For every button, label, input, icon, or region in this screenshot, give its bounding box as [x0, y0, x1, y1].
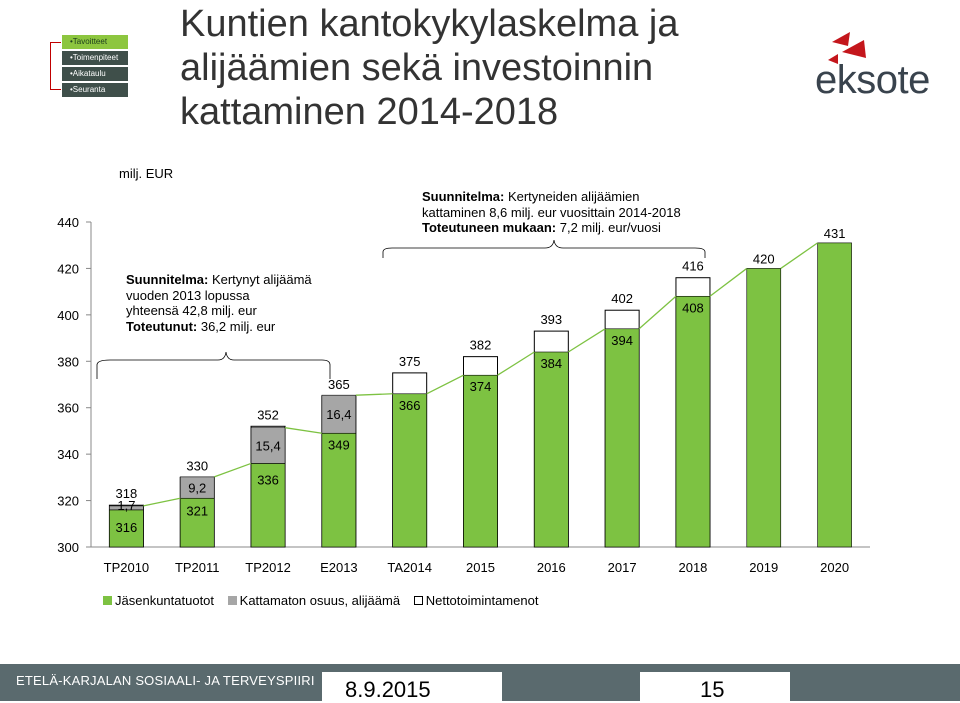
x-tick-label: TP2011: [174, 560, 220, 575]
label-gray-value: 9,2: [188, 480, 207, 496]
connector-line: [781, 243, 818, 269]
connector-line: [356, 394, 393, 395]
legend-swatch-outline: [414, 596, 423, 605]
note-right-bold-3: Toteutuneen mukaan:: [422, 220, 557, 235]
y-tick-label: 360: [57, 400, 79, 416]
connector-line: [568, 329, 605, 352]
label-green-value: 321: [186, 503, 209, 519]
note-right: [422, 189, 681, 236]
note-right-line-3: 7,2 milj. eur/vuosi: [556, 220, 661, 235]
note-left: [126, 272, 312, 334]
title-line-3: kattaminen 2014-2018: [180, 91, 559, 133]
title-line-2: alijäämien sekä investoinnin: [180, 47, 654, 89]
connector-line: [639, 296, 676, 329]
nav-item-tavoitteet: •Tavoitteet: [62, 35, 128, 49]
left-brace: [97, 352, 330, 379]
connector-line: [143, 498, 180, 506]
label-total-value: 365: [328, 377, 350, 393]
label-green-value: 408: [682, 300, 704, 316]
label-gray-value: 1,7: [117, 497, 136, 513]
label-green-value: 374: [469, 379, 492, 395]
legend-label-green: Jäsenkuntatuotot: [115, 593, 215, 608]
y-tick-label: 300: [57, 540, 79, 555]
label-total-value: 416: [682, 258, 704, 274]
note-right-bold-1: Suunnitelma:: [422, 189, 505, 204]
x-tick-label: 2016: [536, 560, 566, 575]
x-tick-label: E2013: [320, 560, 358, 575]
bar-green: [605, 329, 639, 547]
label-green-value: 366: [398, 397, 421, 413]
x-tick-label: 2017: [607, 560, 637, 575]
title-line-1: Kuntien kantokykylaskelma ja: [180, 3, 679, 45]
y-tick-label: 440: [57, 215, 79, 230]
label-total-value: 330: [186, 458, 209, 474]
y-tick-label: 380: [57, 354, 79, 370]
x-tick-label: 2015: [466, 560, 495, 575]
note-left-line-4: 36,2 milj. eur: [197, 318, 276, 334]
y-tick-label: 340: [57, 447, 79, 463]
label-green-value: 431: [823, 225, 846, 241]
connector-line: [710, 268, 747, 296]
legend: [103, 593, 548, 608]
x-tick-label: 2019: [749, 560, 779, 575]
x-tick-label: TP2010: [103, 560, 150, 575]
legend-item-gray: [228, 593, 400, 608]
x-tick-label: 2018: [678, 560, 708, 575]
note-right-line-2: kattaminen 8,6 milj. eur vuosittain 2014-2018: [422, 204, 681, 220]
label-total-value: 352: [257, 407, 279, 423]
footer-page: 15: [700, 677, 725, 702]
note-left-bold-1: Suunnitelma:: [126, 272, 209, 287]
note-left-bold-4: Toteutunut:: [126, 318, 198, 334]
legend-item-green: [103, 593, 214, 608]
label-green-value: 394: [611, 332, 633, 348]
legend-item-outline: [414, 593, 539, 608]
label-green-value: 384: [540, 356, 563, 371]
bar-green: [534, 352, 568, 547]
nav-item-aikataulu: •Aikataulu: [62, 67, 128, 81]
y-tick-label: 320: [57, 493, 79, 509]
x-tick-label: TP2012: [245, 560, 291, 575]
legend-swatch-green: [103, 596, 112, 605]
bar-green: [747, 268, 781, 547]
nav-item-seuranta: •Seuranta: [62, 83, 128, 97]
legend-swatch-gray: [228, 596, 237, 605]
y-tick-label: 400: [57, 307, 79, 323]
label-total-value: 375: [398, 353, 421, 369]
footer-org: ETELÄ-KARJALAN SOSIAALI- JA TERVEYSPIIRI: [16, 673, 315, 688]
x-tick-label: TA2014: [387, 560, 432, 575]
label-gray-value: 15,4: [255, 438, 281, 454]
note-left-line-2: vuoden 2013 lopussa: [126, 287, 250, 303]
connector-line: [285, 428, 322, 434]
bar-green: [393, 394, 427, 547]
bar-green: [676, 296, 710, 547]
label-green-value: 349: [328, 437, 350, 453]
label-total-value: 393: [540, 312, 563, 328]
note-left-line-3: yhteensä 42,8 milj. eur: [126, 303, 257, 318]
connector-line: [214, 463, 251, 476]
x-tick-label: 2020: [820, 560, 850, 575]
unit-label: milj. EUR: [119, 166, 174, 181]
footer-date: 8.9.2015: [345, 677, 431, 702]
label-gray-value: 16,4: [326, 407, 352, 423]
label-green-value: 316: [115, 519, 138, 535]
label-green-value: 336: [257, 472, 279, 488]
label-green-value: 420: [752, 251, 775, 267]
label-total-value: 318: [115, 486, 138, 502]
y-tick-label: 420: [57, 261, 79, 277]
note-right-line-1: Kertyneiden alijäämien: [504, 189, 640, 204]
label-total-value: 402: [611, 291, 633, 307]
bar-green: [464, 375, 498, 547]
logo-text: eksote: [815, 58, 930, 102]
connector-line: [427, 375, 464, 394]
nav-item-toimenpiteet: •Toimenpiteet: [62, 51, 128, 65]
right-brace: [383, 240, 705, 258]
connector-line: [498, 352, 535, 375]
bar-green: [818, 243, 852, 547]
note-left-line-1: Kertynyt alijäämä: [208, 272, 312, 287]
legend-label-gray: Kattamaton osuus, alijäämä: [239, 593, 401, 608]
legend-label-outline: Nettotoimintamenot: [425, 593, 539, 608]
label-total-value: 382: [469, 337, 492, 353]
